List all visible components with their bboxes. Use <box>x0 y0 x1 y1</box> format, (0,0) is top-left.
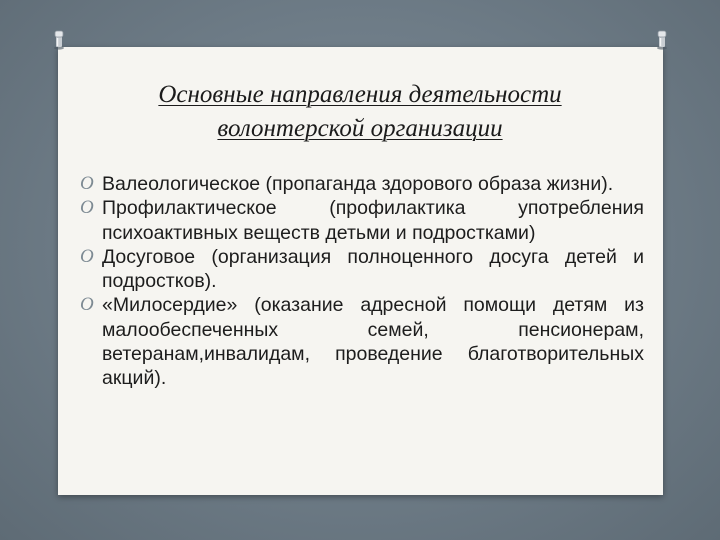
list-item-text: Профилактическое (профилактика употребления психоактивных веществ детьми и подростками) <box>102 197 644 244</box>
list-item <box>78 245 644 294</box>
list-item-text: «Милосердие» (оказание адресной помощи детям из малообеспеченных семей, пенсионерам, ветеранам,инвалидам, проведение благотворительных акций). <box>102 294 644 390</box>
list-item-text: Валеологическое (пропаганда здорового образа жизни). <box>102 173 614 195</box>
bullet-icon: O <box>80 197 94 219</box>
pin-icon <box>655 30 669 50</box>
title-line-1: Основные направления деятельности <box>158 81 562 108</box>
slide-title <box>0 78 720 146</box>
bullet-list <box>78 172 644 391</box>
list-item-text: Досуговое (организация полноценного досуга детей и подростков). <box>102 245 644 293</box>
pin-icon <box>52 30 66 50</box>
list-item <box>78 293 644 390</box>
list-item <box>78 196 644 245</box>
bullet-icon: O <box>80 294 94 316</box>
title-line-2: волонтерской организации <box>217 115 503 142</box>
bullet-icon: O <box>80 245 94 267</box>
bullet-icon: O <box>80 173 94 194</box>
list-item <box>78 172 644 196</box>
